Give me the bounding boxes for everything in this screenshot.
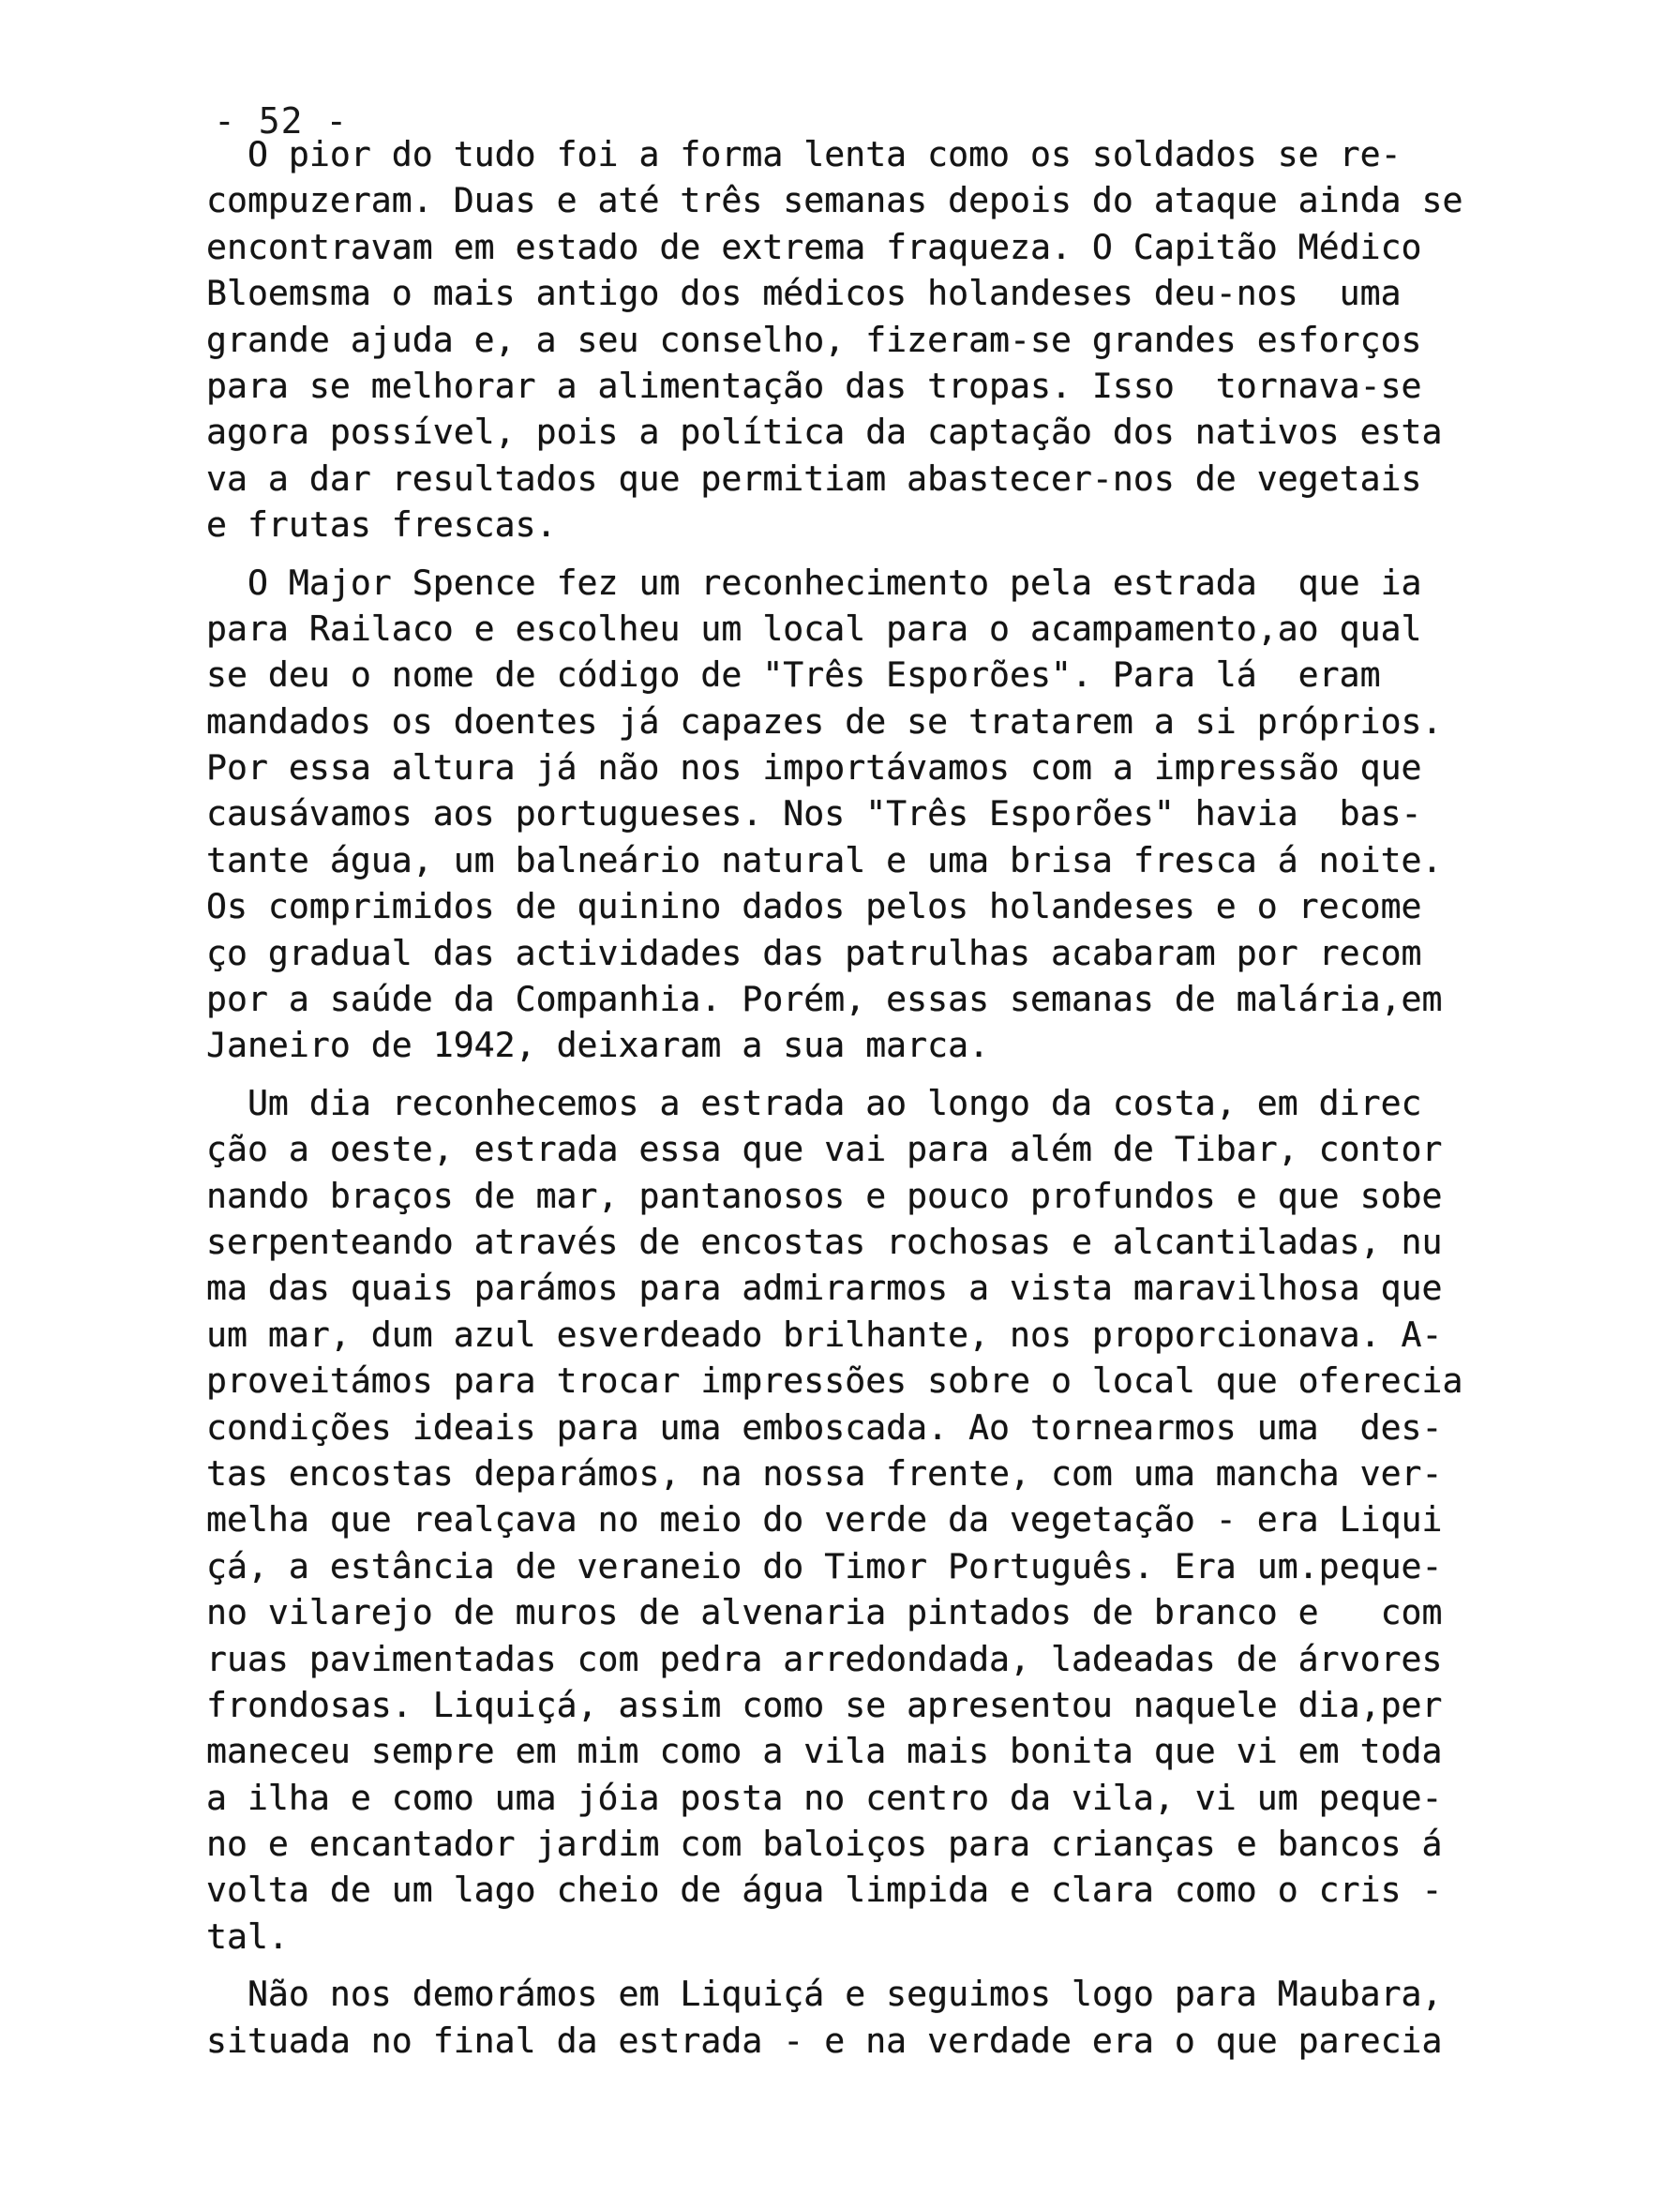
typewritten-text (206, 131, 1622, 2064)
text-line: condições ideais para uma emboscada. Ao tornearmos uma des- (206, 1406, 1443, 1448)
text-line: para Railaco e escolheu um local para o acampamento,ao qual (206, 608, 1422, 649)
text-line: um mar, dum azul esverdeado brilhante, nos proporcionava. A- (206, 1314, 1443, 1355)
text-line: no vilarejo de muros de alvenaria pintados de branco e com (206, 1592, 1443, 1633)
text-line: se deu o nome de código de "Três Esporões". Para lá eram (206, 654, 1381, 696)
text-line: tante água, um balneário natural e uma brisa fresca á noite. (206, 839, 1443, 880)
page-number: - 52 - (214, 100, 349, 142)
text-line: Bloemsma o mais antigo dos médicos holandeses deu-nos uma (206, 273, 1402, 314)
text-line: Um dia reconhecemos a estrada ao longo da costa, em direc (206, 1082, 1422, 1123)
text-line: frondosas. Liquiçá, assim como se apresentou naquele dia,per (206, 1684, 1443, 1725)
text-line: a ilha e como uma jóia posta no centro da vila, vi um peque- (206, 1777, 1443, 1818)
text-line: Não nos demorámos em Liquiçá e seguimos logo para Maubara, (206, 1974, 1443, 2015)
text-line: maneceu sempre em mim como a vila mais bonita que vi em toda (206, 1731, 1443, 1772)
text-line: encontravam em estado de extrema fraqueza. O Capitão Médico (206, 226, 1422, 267)
text-line: va a dar resultados que permitiam abastecer-nos de vegetais (206, 458, 1422, 499)
text-line: grande ajuda e, a seu conselho, fizeram-se grandes esforços (206, 319, 1422, 360)
text-line: ção a oeste, estrada essa que vai para além de Tibar, contor (206, 1129, 1443, 1170)
text-line: nando braços de mar, pantanosos e pouco profundos e que sobe (206, 1175, 1443, 1216)
text-line: tas encostas deparámos, na nossa frente, com uma mancha ver- (206, 1452, 1443, 1494)
text-line: melha que realçava no meio do verde da vegetação - era Liqui (206, 1499, 1443, 1540)
text-line: O Major Spence fez um reconhecimento pela estrada que ia (206, 562, 1422, 603)
text-line: Janeiro de 1942, deixaram a sua marca. (206, 1025, 990, 1066)
text-line: proveitámos para trocar impressões sobre o local que oferecia (206, 1360, 1463, 1402)
text-line: por a saúde da Companhia. Porém, essas semanas de malária,em (206, 979, 1443, 1020)
text-line: compuzeram. Duas e até três semanas depois do ataque ainda se (206, 180, 1463, 221)
text-line: situada no final da estrada - e na verdade era o que parecia (206, 2020, 1443, 2061)
text-line: serpenteando através de encostas rochosas e alcantiladas, nu (206, 1221, 1443, 1262)
text-line: causávamos aos portugueses. Nos "Três Esporões" havia bas- (206, 793, 1422, 834)
text-line: mandados os doentes já capazes de se tratarem a si próprios. (206, 700, 1443, 742)
text-line: Por essa altura já não nos importávamos com a impressão que (206, 747, 1422, 789)
text-line: volta de um lago cheio de água limpida e clara como o cris - (206, 1870, 1443, 1911)
text-line: Os comprimidos de quinino dados pelos holandeses e o recome (206, 886, 1422, 927)
text-line: ruas pavimentadas com pedra arredondada, ladeadas de árvores (206, 1638, 1443, 1679)
text-line: para se melhorar a alimentação das tropas. Isso tornava-se (206, 365, 1422, 406)
text-line: ço gradual das actividades das patrulhas acabaram por recom (206, 932, 1422, 973)
text-line: e frutas frescas. (206, 504, 557, 546)
text-line: O pior do tudo foi a forma lenta como os soldados se re- (206, 134, 1402, 174)
text-line: no e encantador jardim com baloiços para crianças e bancos á (206, 1824, 1443, 1865)
text-line: çá, a estância de veraneio do Timor Português. Era um.peque- (206, 1545, 1443, 1586)
text-line: ma das quais parámos para admirarmos a vista maravilhosa que (206, 1268, 1443, 1309)
text-line: agora possível, pois a política da captação dos nativos esta (206, 412, 1443, 453)
text-line: tal. (206, 1916, 289, 1957)
